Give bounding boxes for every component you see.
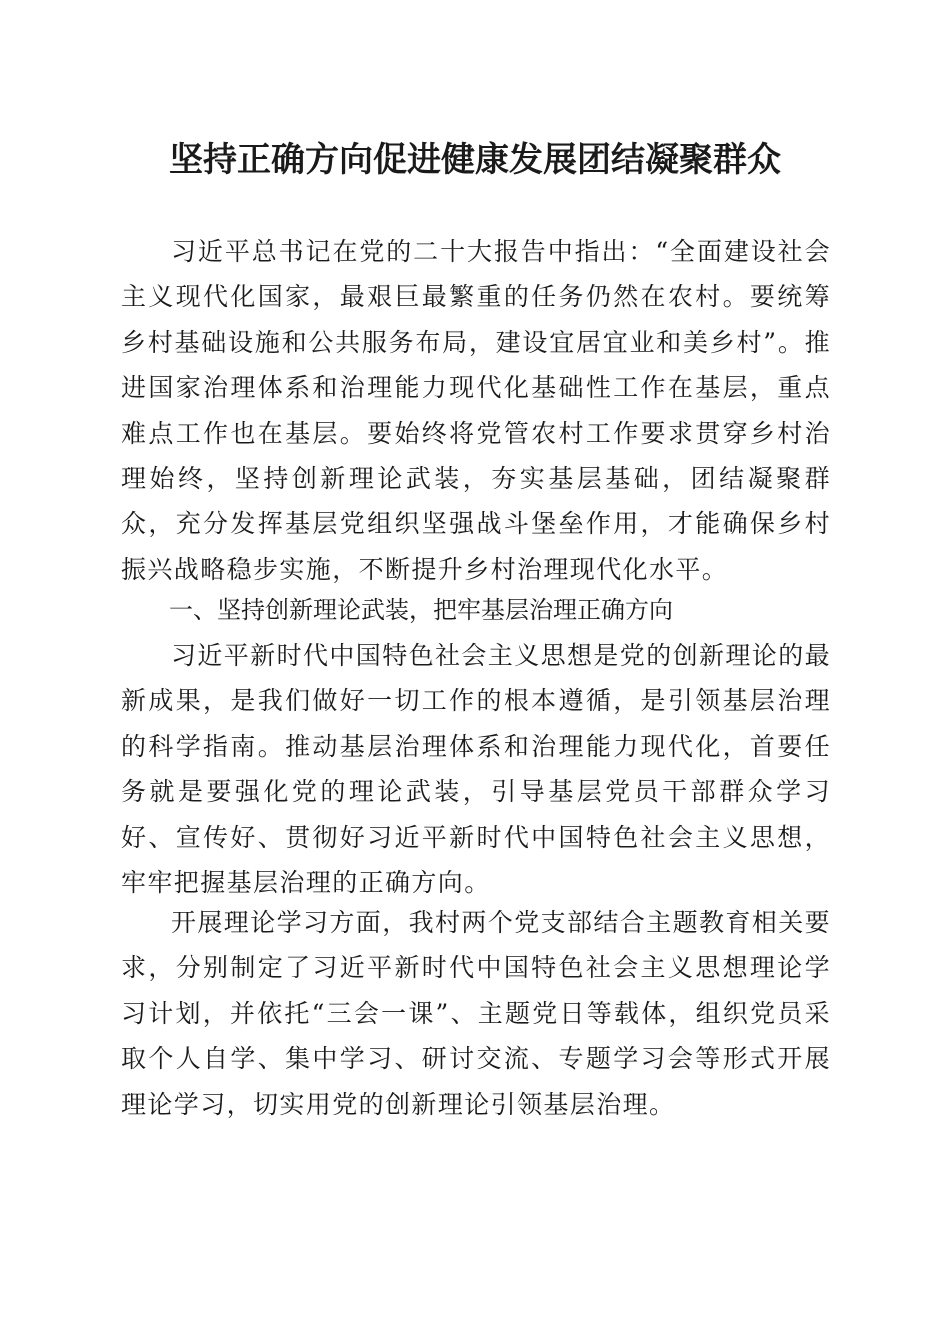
- document-title: 坚持正确方向促进健康发展团结凝聚群众: [169, 140, 781, 180]
- intro-paragraph: 习近平总书记在党的二十大报告中指出：“全面建设社会主义现代化国家，最艰巨最繁重的任务仍然在农村。要统筹乡村基础设施和公共服务布局，建设宜居宜业和美乡村”。推进国家治理体系和治理能力现代化基础性工作在基层，重点难点工作也在基层。要始终将党管农村工作要求贯穿乡村治理始终，坚持创新理论武装，夯实基层基础，团结凝聚群众，充分发挥基层党组织坚强战斗堡垒作用，才能确保乡村振兴战略稳步实施，不断提升乡村治理现代化水平。: [121, 237, 831, 584]
- section-heading-1: 一、坚持创新理论武装，把牢基层治理正确方向: [169, 596, 673, 624]
- section-1-paragraph-1: 习近平新时代中国特色社会主义思想是党的创新理论的最新成果，是我们做好一切工作的根本遵循，是引领基层治理的科学指南。推动基层治理体系和治理能力现代化，首要任务就是要强化党的理论武装，引导基层党员干部群众学习好、宣传好、贯彻好习近平新时代中国特色社会主义思想，牢牢把握基层治理的正确方向。: [121, 641, 832, 898]
- section-1-paragraph-2: 开展理论学习方面，我村两个党支部结合主题教育相关要求，分别制定了习近平新时代中国特色社会主义思想理论学习计划，并依托“三会一课”、主题党日等载体，组织党员采取个人自学、集中学习、研讨交流、专题学习会等形式开展理论学习，切实用党的创新理论引领基层治理。: [121, 908, 832, 1119]
